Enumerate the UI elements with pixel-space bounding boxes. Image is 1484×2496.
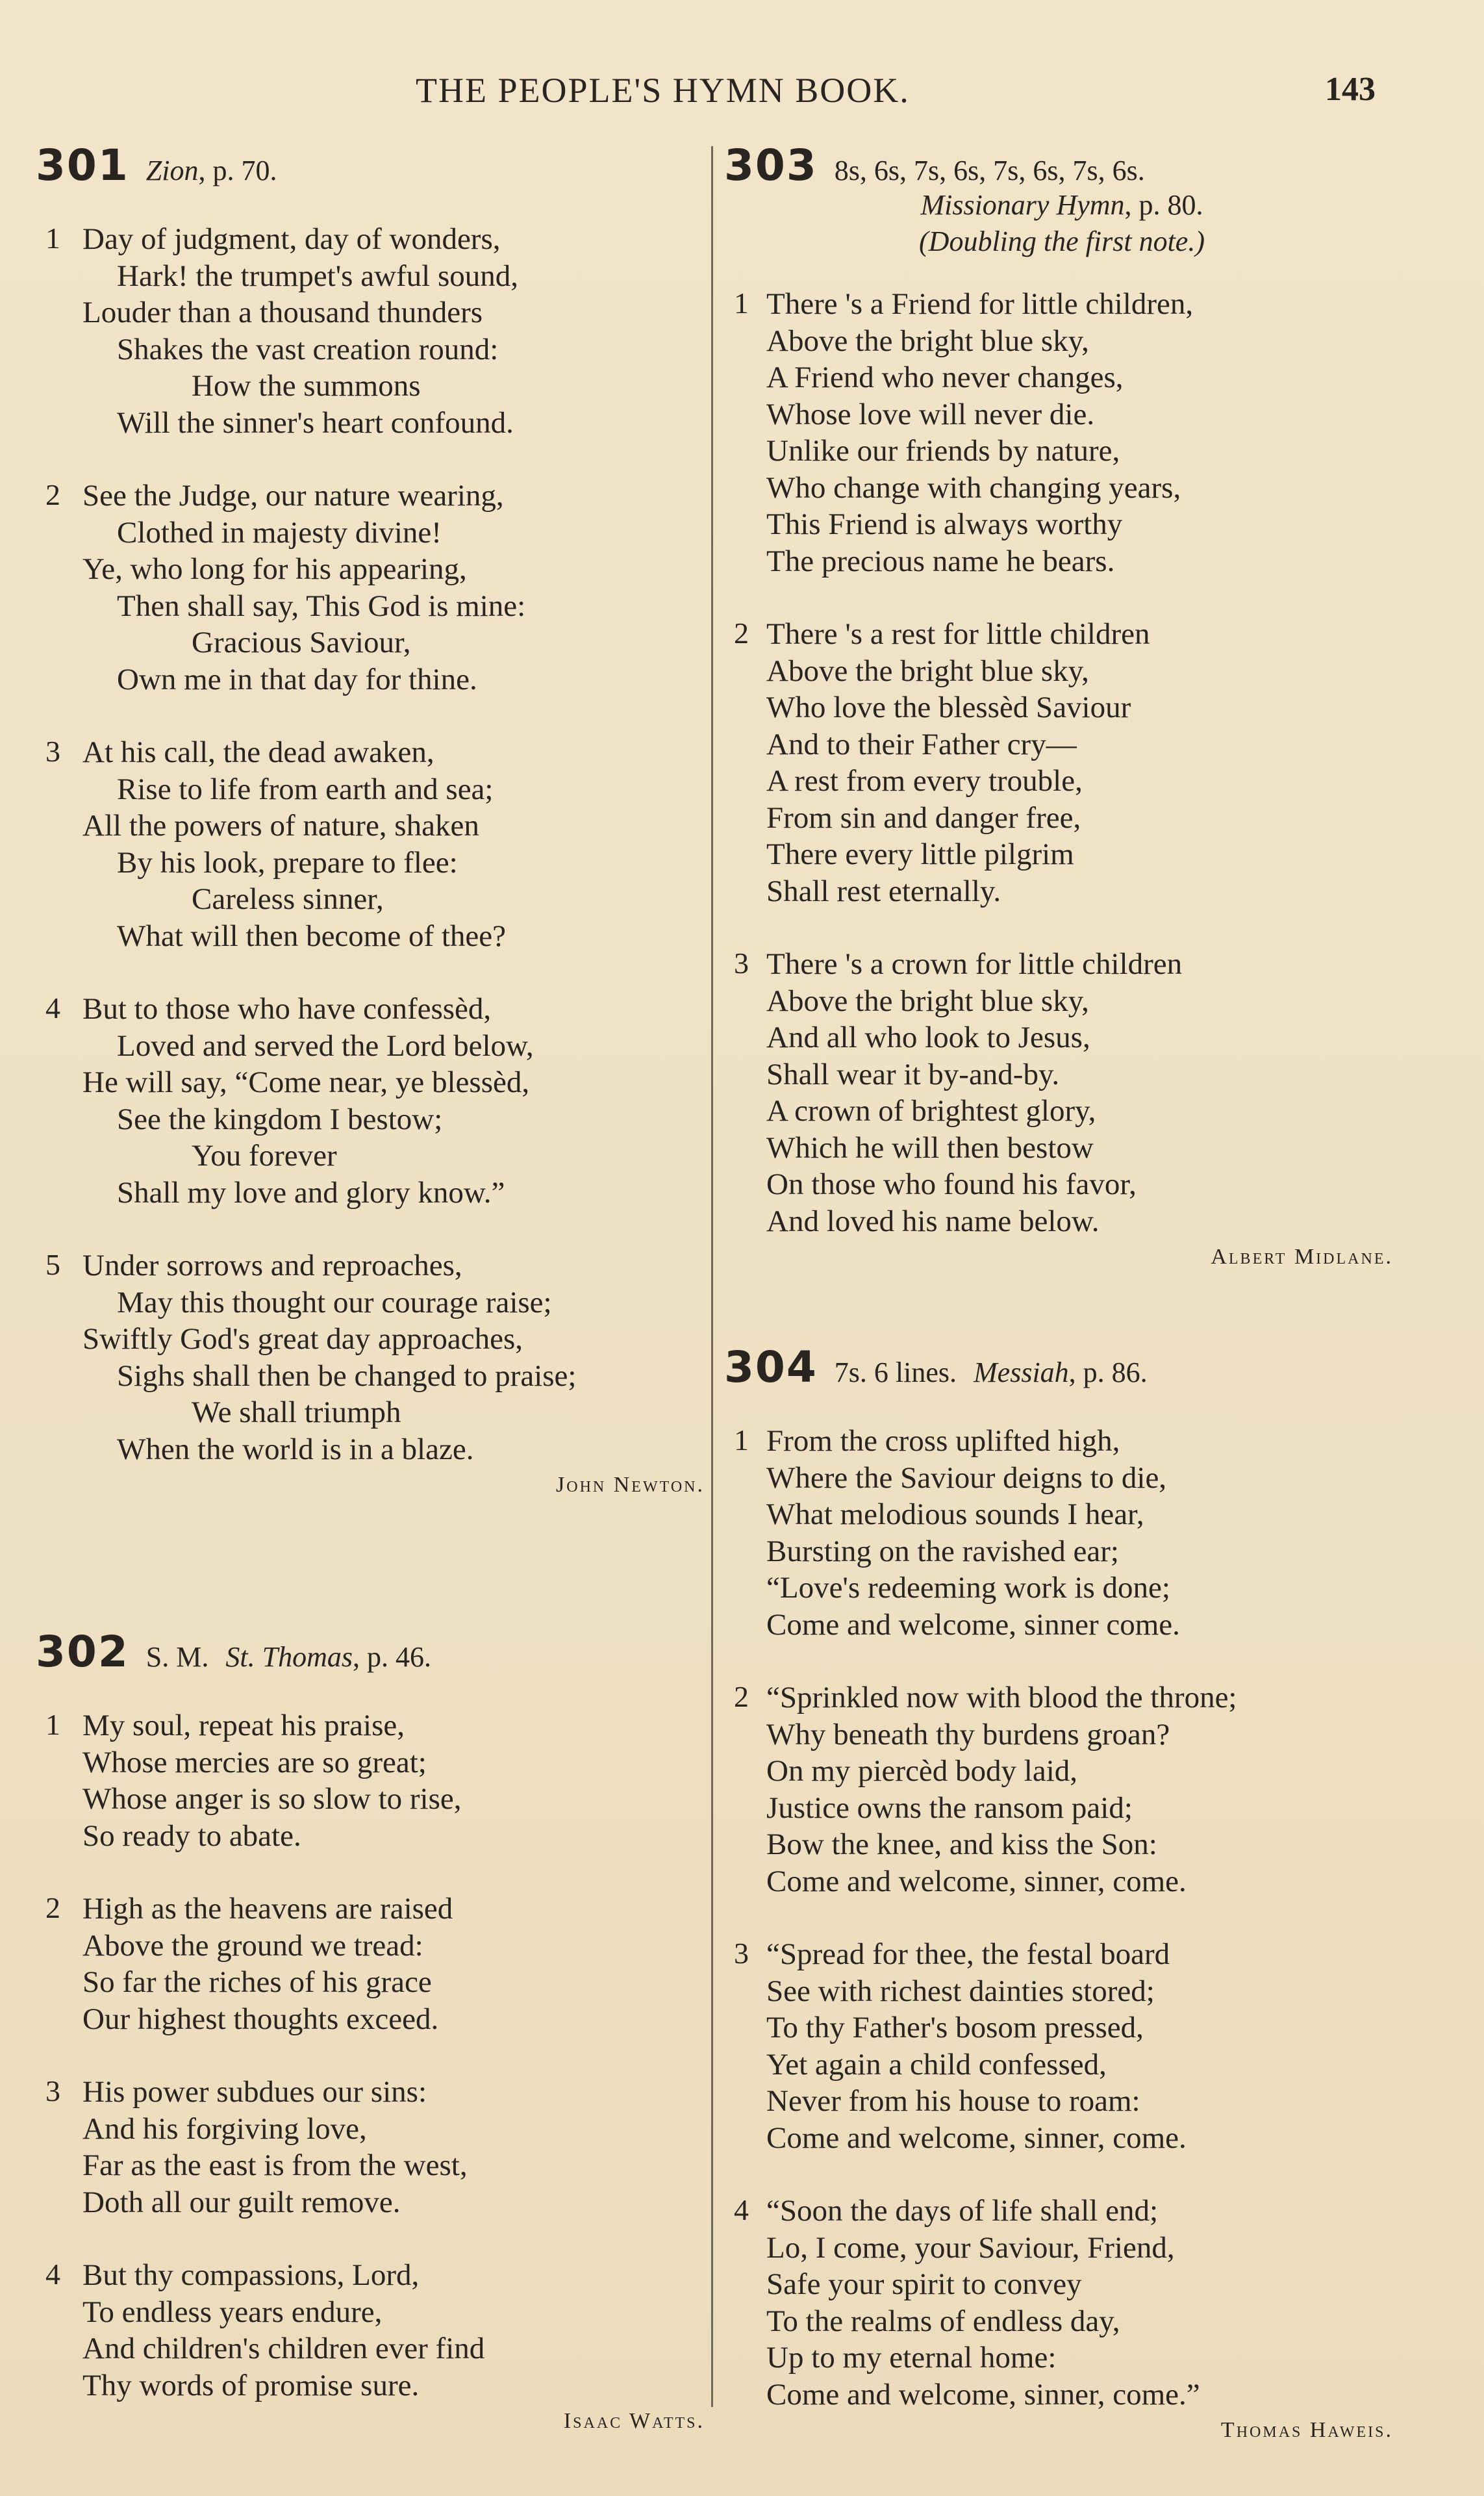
verse-line: Come and welcome, sinner, come.” [766, 2377, 1200, 2412]
verse-line: Own me in that day for thine. [117, 662, 477, 696]
verse-line: What will then become of thee? [117, 919, 506, 953]
verse-number: 1 [734, 1423, 749, 1457]
verse-number: 5 [45, 1248, 60, 1281]
verse-line: Under sorrows and reproaches, [82, 1249, 462, 1282]
verse [724, 616, 1400, 910]
verse-line: “Soon the days of life shall end; [766, 2194, 1159, 2228]
verse [36, 221, 711, 441]
verse-line: By his look, prepare to flee: [117, 845, 458, 880]
hymn-tune-page: , p. 70. [198, 155, 277, 186]
verse-line: And all who look to Jesus, [766, 1021, 1090, 1054]
verse-line: From the cross uplifted high, [766, 1424, 1120, 1458]
verse [724, 946, 1400, 1240]
verse-line: Whose love will never die. [766, 397, 1095, 431]
verse-line: See the kingdom I bestow; [117, 1102, 443, 1136]
verse-line: Lo, I come, your Saviour, Friend, [766, 2230, 1175, 2265]
verse-line: To thy Father's bosom pressed, [766, 2011, 1144, 2044]
verse [724, 286, 1400, 579]
verse [36, 991, 711, 1211]
verse-line: Come and welcome, sinner come. [766, 1607, 1180, 1642]
hymn-304 [724, 1342, 1400, 2443]
verse-line: So far the riches of his grace [82, 1965, 432, 1999]
verse-line: “Sprinkled now with blood the throne; [766, 1681, 1237, 1714]
hymn-tune-page: , p. 80. [1124, 189, 1203, 221]
hymn-tune: Missionary Hymn [920, 189, 1125, 221]
verse-line: He will say, “Come near, ye blessèd, [82, 1065, 530, 1099]
hymn-meta [835, 1356, 1148, 1389]
verse-line: To endless years endure, [82, 2295, 383, 2329]
hymn-tune-page: , p. 46. [352, 1641, 431, 1673]
verse-line: Shakes the vast creation round: [117, 332, 499, 366]
verse-line: But to those who have confessèd, [82, 992, 492, 1026]
hymn-tune-page: , p. 86. [1068, 1356, 1148, 1388]
verse-line: See with richest dainties stored; [766, 1974, 1155, 2008]
verse-line: See the Judge, our nature wearing, [82, 479, 504, 513]
hymn-number: 303 [724, 140, 818, 190]
hymn-meta [146, 1640, 431, 1674]
running-title: THE PEOPLE'S HYMN BOOK. [416, 71, 910, 110]
verse-line: Come and welcome, sinner, come. [766, 2120, 1187, 2155]
verse-line: There 's a crown for little children [766, 947, 1183, 981]
hymn-tune: Zion [145, 155, 199, 186]
hymn-meter: 8s, 6s, 7s, 6s, 7s, 6s, 7s, 6s. [834, 155, 1145, 186]
verse [724, 1936, 1400, 2156]
hymn-number: 302 [36, 1627, 129, 1677]
hymn-meter: S. M. [145, 1641, 209, 1673]
verse-line: May this thought our courage raise; [117, 1285, 552, 1319]
verse-number: 3 [734, 1937, 749, 1970]
verse-line: There every little pilgrim [766, 837, 1074, 871]
verse-line: This Friend is always worthy [766, 507, 1123, 541]
verse-line: A rest from every trouble, [766, 764, 1083, 798]
verse-number: 3 [45, 735, 60, 768]
verse-line: Our highest thoughts exceed. [82, 2002, 439, 2036]
verse-line: Careless sinner, [192, 882, 384, 916]
verse-line: On my piercèd body laid, [766, 1754, 1078, 1788]
verse-line: Doth all our guilt remove. [82, 2185, 401, 2219]
hymn-heading [36, 140, 711, 190]
verse-line: Will the sinner's heart confound. [117, 405, 514, 440]
verse-line: And loved his name below. [766, 1204, 1100, 1238]
column-divider [711, 146, 713, 2407]
verse [36, 2074, 711, 2221]
verse-line: Then shall say, This God is mine: [117, 589, 526, 623]
verse-line: A crown of brightest glory, [766, 1094, 1096, 1128]
verse-line: Unlike our friends by nature, [766, 434, 1120, 468]
verse-line: All the powers of nature, shaken [82, 809, 479, 843]
hymn-heading [724, 1342, 1400, 1392]
verse-number: 1 [45, 1708, 60, 1741]
verse-line: Shall my love and glory know.” [117, 1175, 505, 1210]
verse-line: But thy compassions, Lord, [82, 2258, 420, 2292]
verse-number: 2 [734, 1680, 749, 1713]
hymn-tune: Messiah [974, 1356, 1069, 1388]
hymn-author: Thomas Haweis. [1220, 2418, 1393, 2442]
verse-line: Bursting on the ravished ear; [766, 1534, 1119, 1568]
verse [36, 478, 711, 698]
verse-line: Day of judgment, day of wonders, [82, 222, 501, 256]
verse-line: Swiftly God's great day approaches, [82, 1322, 523, 1356]
left-column [36, 140, 711, 2434]
verse-number: 4 [45, 2258, 60, 2291]
verse [724, 2193, 1400, 2413]
verse-line: Thy words of promise sure. [82, 2368, 420, 2402]
verse-line: On those who found his favor, [766, 1167, 1137, 1201]
hymn-303 [724, 140, 1400, 1269]
verse-line: The precious name he bears. [766, 544, 1115, 578]
hymn-note: (Doubling the first note.) [919, 225, 1205, 257]
verse-line: To the realms of endless day, [766, 2304, 1120, 2338]
hymn-302 [36, 1627, 711, 2434]
verse-number: 2 [45, 478, 60, 511]
verse-number: 3 [734, 947, 749, 980]
verse-line: Why beneath thy burdens groan? [766, 1717, 1170, 1751]
verse-line: Loved and served the Lord below, [117, 1028, 534, 1063]
verse-number: 2 [45, 1891, 60, 1924]
verse-line: Yet again a child confessed, [766, 2047, 1107, 2082]
verse-line: So ready to abate. [82, 1818, 301, 1853]
hymn-author: John Newton. [556, 1473, 705, 1497]
hymn-author: Albert Midlane. [1211, 1245, 1393, 1269]
hymn-number: 301 [36, 140, 129, 190]
verse-line: What melodious sounds I hear, [766, 1497, 1144, 1531]
verse-line: And children's children ever find [82, 2332, 485, 2365]
verse-line: We shall triumph [192, 1395, 401, 1429]
verse-line: Louder than a thousand thunders [82, 296, 483, 329]
verse-line: And to their Father cry— [766, 727, 1077, 761]
hymn-meter: 7s. 6 lines. [834, 1356, 957, 1388]
verse-line: Whose anger is so slow to rise, [82, 1782, 462, 1816]
verse [36, 734, 711, 954]
page-header [0, 70, 1484, 116]
verse-line: Hark! the trumpet's awful sound, [117, 259, 519, 293]
verse-line: A Friend who never changes, [766, 361, 1124, 394]
verse-line: Whose mercies are so great; [82, 1745, 427, 1779]
verse-line: Shall rest eternally. [766, 874, 1001, 908]
verse-line: Far as the east is from the west, [82, 2148, 468, 2182]
verse-line: “Spread for thee, the festal board [766, 1937, 1170, 1971]
verse-number: 4 [45, 991, 60, 1025]
verse-line: Safe your spirit to convey [766, 2267, 1082, 2301]
verse-line: Up to my eternal home: [766, 2341, 1057, 2375]
hymn-301 [36, 140, 711, 1497]
verse [724, 1423, 1400, 1643]
verse-number: 2 [734, 617, 749, 650]
verse-number: 4 [734, 2193, 749, 2226]
verse-line: And his forgiving love, [82, 2111, 367, 2146]
hymn-heading [36, 1627, 711, 1677]
verse-line: Who love the blessèd Saviour [766, 691, 1131, 724]
verse-line: Rise to life from earth and sea; [117, 772, 494, 806]
hymn-meta [146, 154, 277, 187]
hymn-heading [724, 140, 1400, 190]
verse-line: Clothed in majesty divine! [117, 515, 442, 550]
verse-line: From sin and danger free, [766, 800, 1081, 835]
verse [36, 1707, 711, 1854]
verse-line: Justice owns the ransom paid; [766, 1790, 1133, 1825]
verse-line: My soul, repeat his praise, [82, 1709, 405, 1742]
verse-line: Above the bright blue sky, [766, 984, 1089, 1018]
verse-line: Bow the knee, and kiss the Son: [766, 1827, 1157, 1861]
verse-number: 1 [734, 287, 749, 320]
verse-line: Sighs shall then be changed to praise; [117, 1358, 577, 1393]
verse-line: When the world is in a blaze. [117, 1432, 474, 1466]
verse-line: High as the heavens are raised [82, 1892, 453, 1926]
verse-line: How the summons [192, 369, 421, 403]
hymn-number: 304 [724, 1342, 818, 1392]
verse-line: His power subdues our sins: [82, 2075, 427, 2109]
verse-line: You forever [192, 1139, 337, 1173]
hymn-tune: St. Thomas [225, 1641, 353, 1673]
verse-line: Above the ground we tread: [82, 1928, 423, 1963]
verse-line: Never from his house to roam: [766, 2084, 1140, 2118]
verse-line: Who change with changing years, [766, 470, 1181, 505]
verse [36, 1891, 711, 2037]
verse-line: Shall wear it by-and-by. [766, 1057, 1060, 1091]
verse-line: Above the bright blue sky, [766, 324, 1089, 358]
hymn-meta [835, 154, 1162, 187]
verse [36, 2257, 711, 2404]
verse-line: Gracious Saviour, [192, 626, 411, 659]
verse-line: Ye, who long for his appearing, [82, 552, 467, 586]
verse-line: Above the bright blue sky, [766, 654, 1089, 688]
verse-line: Come and welcome, sinner, come. [766, 1864, 1187, 1898]
verse-line: There 's a rest for little children [766, 617, 1150, 651]
verse-line: There 's a Friend for little children, [766, 287, 1194, 321]
verse-line: Which he will then bestow [766, 1130, 1094, 1165]
verse [36, 1247, 711, 1468]
page-number: 143 [1325, 71, 1376, 108]
hymn-author: Isaac Watts. [563, 2409, 705, 2433]
verse-line: Where the Saviour deigns to die, [766, 1460, 1167, 1495]
verse-line: “Love's redeeming work is done; [766, 1571, 1170, 1605]
verse-number: 1 [45, 222, 60, 255]
verse-number: 3 [45, 2074, 60, 2108]
verse-line: At his call, the dead awaken, [82, 735, 434, 769]
verse [724, 1679, 1400, 1900]
hymn-tune-line [724, 187, 1400, 223]
right-column [724, 140, 1400, 2443]
